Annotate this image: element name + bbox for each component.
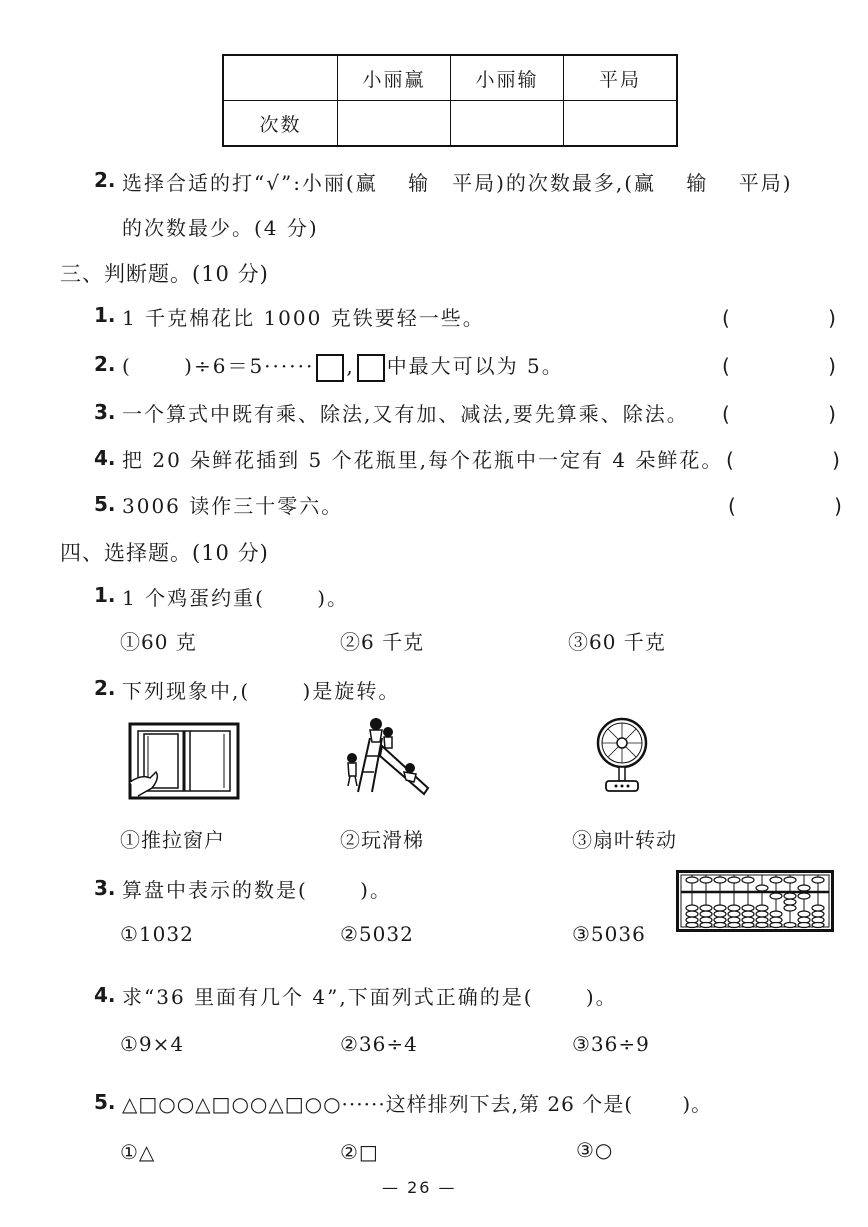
- abacus-picture: [676, 870, 834, 932]
- score-table: [222, 54, 678, 147]
- question-number: 3.: [94, 876, 116, 900]
- question-number: 5.: [94, 1090, 116, 1114]
- option-2[interactable]: ②6 千克: [340, 630, 425, 654]
- option-3[interactable]: ③60 千克: [568, 630, 666, 654]
- table-header-draw: 平局: [564, 55, 678, 101]
- table-input-draw[interactable]: [564, 101, 678, 147]
- question-number: 2.: [94, 352, 116, 376]
- slide-picture: [340, 716, 434, 800]
- option-3[interactable]: ③扇叶转动: [572, 828, 677, 852]
- question-number: 2.: [94, 676, 116, 700]
- option-1[interactable]: ①△: [120, 1140, 156, 1164]
- answer-paren[interactable]: ( ): [722, 354, 860, 378]
- table-cell-empty: [223, 55, 338, 101]
- question-number: 3.: [94, 400, 116, 424]
- question-text: 算盘中表示的数是( )。: [122, 878, 392, 902]
- answer-paren[interactable]: ( ): [722, 306, 860, 330]
- question-text: 选择合适的打“√”:小丽(赢 输 平局)的次数最多,(赢 输 平局): [122, 171, 793, 195]
- fan-picture: [592, 716, 652, 794]
- option-2[interactable]: ②玩滑梯: [340, 828, 424, 852]
- option-1[interactable]: ①60 克: [120, 630, 197, 654]
- question-mid: ,: [346, 354, 355, 378]
- question-text: [122, 350, 564, 382]
- blank-box[interactable]: [357, 354, 385, 382]
- option-1[interactable]: ①1032: [120, 922, 194, 946]
- question-text: 一个算式中既有乘、除法,又有加、减法,要先算乘、除法。: [122, 402, 689, 426]
- option-3[interactable]: ③36÷9: [572, 1032, 650, 1056]
- option-1[interactable]: ①9×4: [120, 1032, 185, 1056]
- table-row-label: 次数: [223, 101, 338, 147]
- question-text: 的次数最少。(4 分): [122, 216, 319, 240]
- section-title: 三、判断题。(10 分): [60, 262, 269, 286]
- option-2[interactable]: ②36÷4: [340, 1032, 418, 1056]
- question-number: 1.: [94, 583, 116, 607]
- table-header-row: [223, 55, 677, 101]
- table-row: [223, 101, 677, 147]
- blank-box[interactable]: [316, 354, 344, 382]
- question-number: 4.: [94, 446, 116, 470]
- question-pre: ( )÷6＝5······: [122, 354, 315, 378]
- answer-paren[interactable]: ( ): [726, 448, 864, 472]
- section-title: 四、选择题。(10 分): [60, 541, 269, 565]
- option-2[interactable]: ②5032: [340, 922, 414, 946]
- answer-paren[interactable]: ( ): [722, 402, 860, 426]
- question-post: 中最大可以为 5。: [386, 354, 564, 378]
- page-number: — 26 —: [382, 1178, 457, 1197]
- question-text: 1 千克棉花比 1000 克铁要轻一些。: [122, 306, 485, 330]
- answer-paren[interactable]: ( ): [728, 494, 866, 518]
- question-text: 求“36 里面有几个 4”,下面列式正确的是( )。: [122, 985, 618, 1009]
- table-input-lose[interactable]: [451, 101, 564, 147]
- question-text: △□○○△□○○△□○○······这样排列下去,第 26 个是( )。: [122, 1092, 713, 1116]
- window-picture: [128, 722, 240, 800]
- question-number: 5.: [94, 492, 116, 516]
- table-input-win[interactable]: [338, 101, 451, 147]
- table-header-win: 小丽赢: [338, 55, 451, 101]
- option-3[interactable]: ③5036: [572, 922, 646, 946]
- question-text: 1 个鸡蛋约重( )。: [122, 586, 350, 610]
- option-1[interactable]: ①推拉窗户: [120, 828, 225, 852]
- table-header-lose: 小丽输: [451, 55, 564, 101]
- question-text: 3006 读作三十零六。: [122, 494, 344, 518]
- option-2[interactable]: ②□: [340, 1140, 379, 1164]
- question-number: 4.: [94, 983, 116, 1007]
- question-number: 2.: [94, 168, 116, 192]
- question-number: 1.: [94, 303, 116, 327]
- option-3[interactable]: ③○: [576, 1138, 614, 1162]
- question-text: 把 20 朵鲜花插到 5 个花瓶里,每个花瓶中一定有 4 朵鲜花。: [122, 448, 724, 472]
- question-text: 下列现象中,( )是旋转。: [122, 679, 401, 703]
